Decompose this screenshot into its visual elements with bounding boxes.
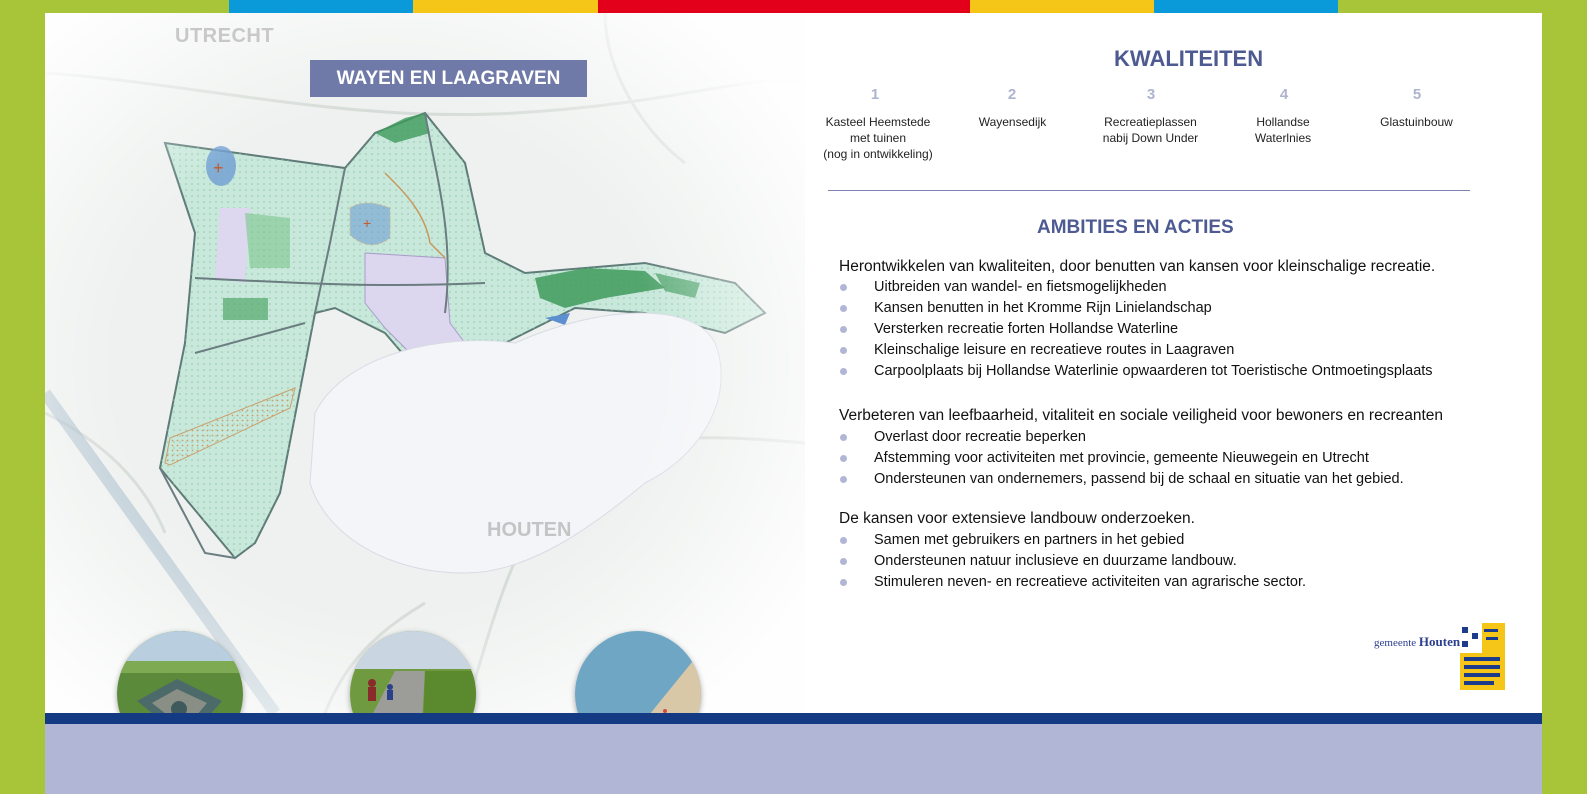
quality-text: (nog in ontwikkeling) [823, 147, 933, 161]
quality-text: met tuinen [849, 131, 907, 145]
map-label-houten: HOUTEN [487, 519, 572, 541]
bullet-dot [840, 284, 847, 291]
stripe-segment-red [598, 0, 970, 13]
stripe-segment-green-2 [1338, 0, 1587, 13]
bullet-dot [840, 326, 847, 333]
stripe-segment-blue [229, 0, 413, 13]
ambition-bullet: Afstemming voor activiteiten met provincie, gemeente Nieuwegein en Utrecht [874, 450, 1369, 466]
bullet-dot [840, 455, 847, 462]
quality-number-5: 5 [1412, 86, 1422, 103]
quality-text: nabij Down Under [1102, 131, 1199, 145]
stripe-segment-yellow-2 [970, 0, 1154, 13]
ambition-bullet: Stimuleren neven- en recreatieve activiteiten van agrarische sector. [874, 574, 1306, 590]
quality-text: Waterlnies [1254, 131, 1312, 145]
bullet-dot [840, 558, 847, 565]
quality-item-4 [1243, 114, 1323, 146]
bullet-dot [840, 579, 847, 586]
quality-text: Glastuinbouw [1380, 115, 1453, 129]
ambition-bullet: Overlast door recreatie beperken [874, 429, 1086, 445]
logo-prefix: gemeente [1374, 637, 1417, 649]
page [45, 13, 1542, 713]
kwaliteiten-heading: KWALITEITEN [1114, 46, 1264, 71]
section-divider [828, 190, 1470, 191]
quality-text: Recreatieplassen [1104, 115, 1197, 129]
municipality-shield-icon [1460, 623, 1505, 690]
ambition-bullet: Samen met gebruikers en partners in het gebied [874, 532, 1185, 548]
ambities-heading: AMBITIES EN ACTIES [1037, 217, 1234, 238]
quality-text: Wayensedijk [978, 115, 1047, 129]
ambition-bullet: Kansen benutten in het Kromme Rijn Linielandschap [874, 300, 1212, 316]
ambition-bullet: Ondersteunen natuur inclusieve en duurzame landbouw. [874, 553, 1237, 569]
quality-text: Kasteel Heemstede [825, 115, 931, 129]
ambition-bullet: Versterken recreatie forten Hollandse Waterline [874, 321, 1179, 337]
municipality-logo-text [1374, 634, 1460, 650]
quality-number-3: 3 [1146, 86, 1156, 103]
quality-item-1 [823, 114, 933, 162]
bullet-dot [840, 305, 847, 312]
area-map [45, 13, 805, 713]
stripe-segment-green [0, 0, 229, 13]
ambition-intro-1: Herontwikkelen van kwaliteiten, door benutten van kansen voor kleinschalige recreatie. [839, 258, 1436, 275]
quality-item-5 [1374, 114, 1459, 130]
quality-number-2: 2 [1007, 86, 1017, 103]
quality-number-4: 4 [1279, 86, 1289, 103]
bullet-dot [840, 347, 847, 354]
bullet-dot [840, 476, 847, 483]
bullet-dot [840, 434, 847, 441]
quality-text: Hollandse [1256, 115, 1310, 129]
ambition-intro-3: De kansen voor extensieve landbouw onderzoeken. [839, 510, 1195, 527]
stripe-segment-blue-2 [1154, 0, 1338, 13]
area-title: WAYEN EN LAAGRAVEN [310, 60, 587, 97]
top-color-stripe [0, 0, 1587, 13]
map-label-utrecht: UTRECHT [175, 25, 275, 47]
map-graphic [45, 13, 805, 713]
quality-number-1: 1 [870, 86, 880, 103]
quality-item-2 [970, 114, 1055, 130]
bottom-lavender-band [45, 724, 1542, 794]
ambition-bullet: Kleinschalige leisure en recreatieve routes in Laagraven [874, 342, 1235, 358]
ambition-bullet: Uitbreiden van wandel- en fietsmogelijkheden [874, 279, 1167, 295]
ambition-intro-2: Verbeteren van leefbaarheid, vitaliteit en sociale veiligheid voor bewoners en recreanten [839, 407, 1444, 424]
logo-name: Houten [1418, 634, 1461, 649]
bottom-navy-bar [45, 713, 1542, 724]
stripe-segment-yellow [413, 0, 598, 13]
ambition-bullet: Carpoolplaats bij Hollandse Waterlinie opwaarderen tot Toeristische Ontmoetingsplaats [874, 363, 1433, 379]
ambition-bullet: Ondersteunen van ondernemers, passend bij de schaal en situatie van het gebied. [874, 471, 1404, 487]
bullet-dot [840, 537, 847, 544]
quality-item-3 [1098, 114, 1203, 146]
bullet-dot [840, 368, 847, 375]
